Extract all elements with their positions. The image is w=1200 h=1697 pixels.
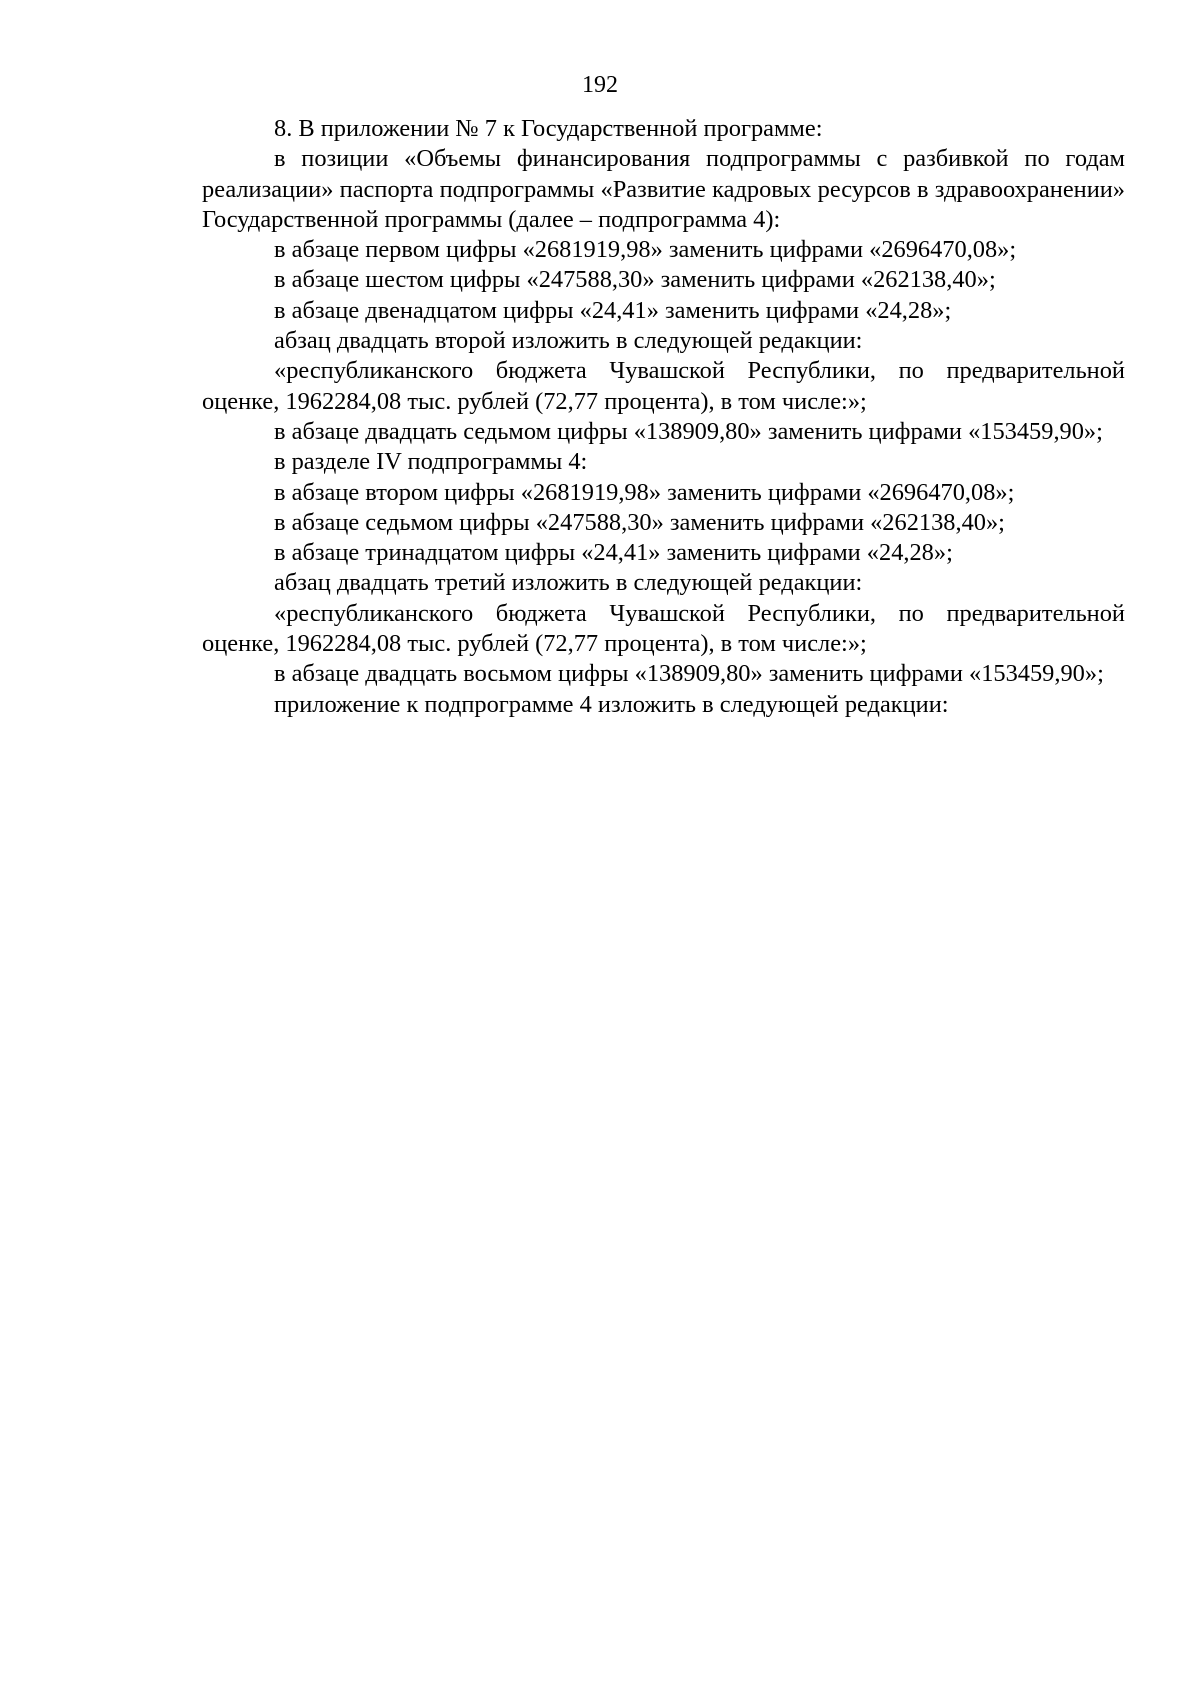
- paragraph-amendment: в абзаце втором цифры «2681919,98» заменить цифрами «2696470,08»;: [274, 478, 1015, 506]
- paragraph-amendment: в абзаце тринадцатом цифры «24,41» заменить цифрами «24,28»;: [274, 539, 953, 567]
- paragraph-amendment: в абзаце первом цифры «2681919,98» заменить цифрами «2696470,08»;: [274, 236, 1017, 264]
- paragraph-amendment: в абзаце шестом цифры «247588,30» заменить цифрами «262138,40»;: [274, 266, 996, 294]
- paragraph-amendment: абзац двадцать второй изложить в следующей редакции:: [274, 327, 863, 355]
- paragraph-amendment: абзац двадцать третий изложить в следующей редакции:: [274, 569, 863, 597]
- paragraph-amendment: в абзаце двадцать седьмом цифры «138909,80» заменить цифрами «153459,90»;: [274, 417, 1103, 445]
- page-number: 192: [582, 72, 618, 98]
- document-body: [202, 114, 1125, 720]
- paragraph-new-wording: «республиканского бюджета Чувашской Республики, по предварительной оценке, 1962284,08 тыс. рублей (72,77 процента), в том числе:»;: [202, 599, 1125, 658]
- paragraph-section-iv: в разделе IV подпрограммы 4:: [274, 448, 588, 476]
- paragraph-new-wording: «республиканского бюджета Чувашской Республики, по предварительной оценке, 1962284,08 тыс. рублей (72,77 процента), в том числе:»;: [202, 357, 1125, 415]
- paragraph-passport-position: в позиции «Объемы финансирования подпрограммы с разбивкой по годам реализации» паспорта подпрограммы «Развитие кадровых ресурсов в здравоохранении» Государственной программы (далее – подпрограмма 4):: [202, 145, 1125, 233]
- paragraph-amendment: в абзаце двадцать восьмом цифры «138909,80» заменить цифрами «153459,90»;: [274, 660, 1104, 688]
- paragraph-amendment: в абзаце двенадцатом цифры «24,41» заменить цифрами «24,28»;: [274, 296, 952, 324]
- paragraph-item-8-heading: 8. В приложении № 7 к Государственной программе:: [274, 115, 823, 142]
- paragraph-amendment: в абзаце седьмом цифры «247588,30» заменить цифрами «262138,40»;: [274, 508, 1005, 536]
- paragraph-appendix-note: приложение к подпрограмме 4 изложить в следующей редакции:: [274, 690, 949, 718]
